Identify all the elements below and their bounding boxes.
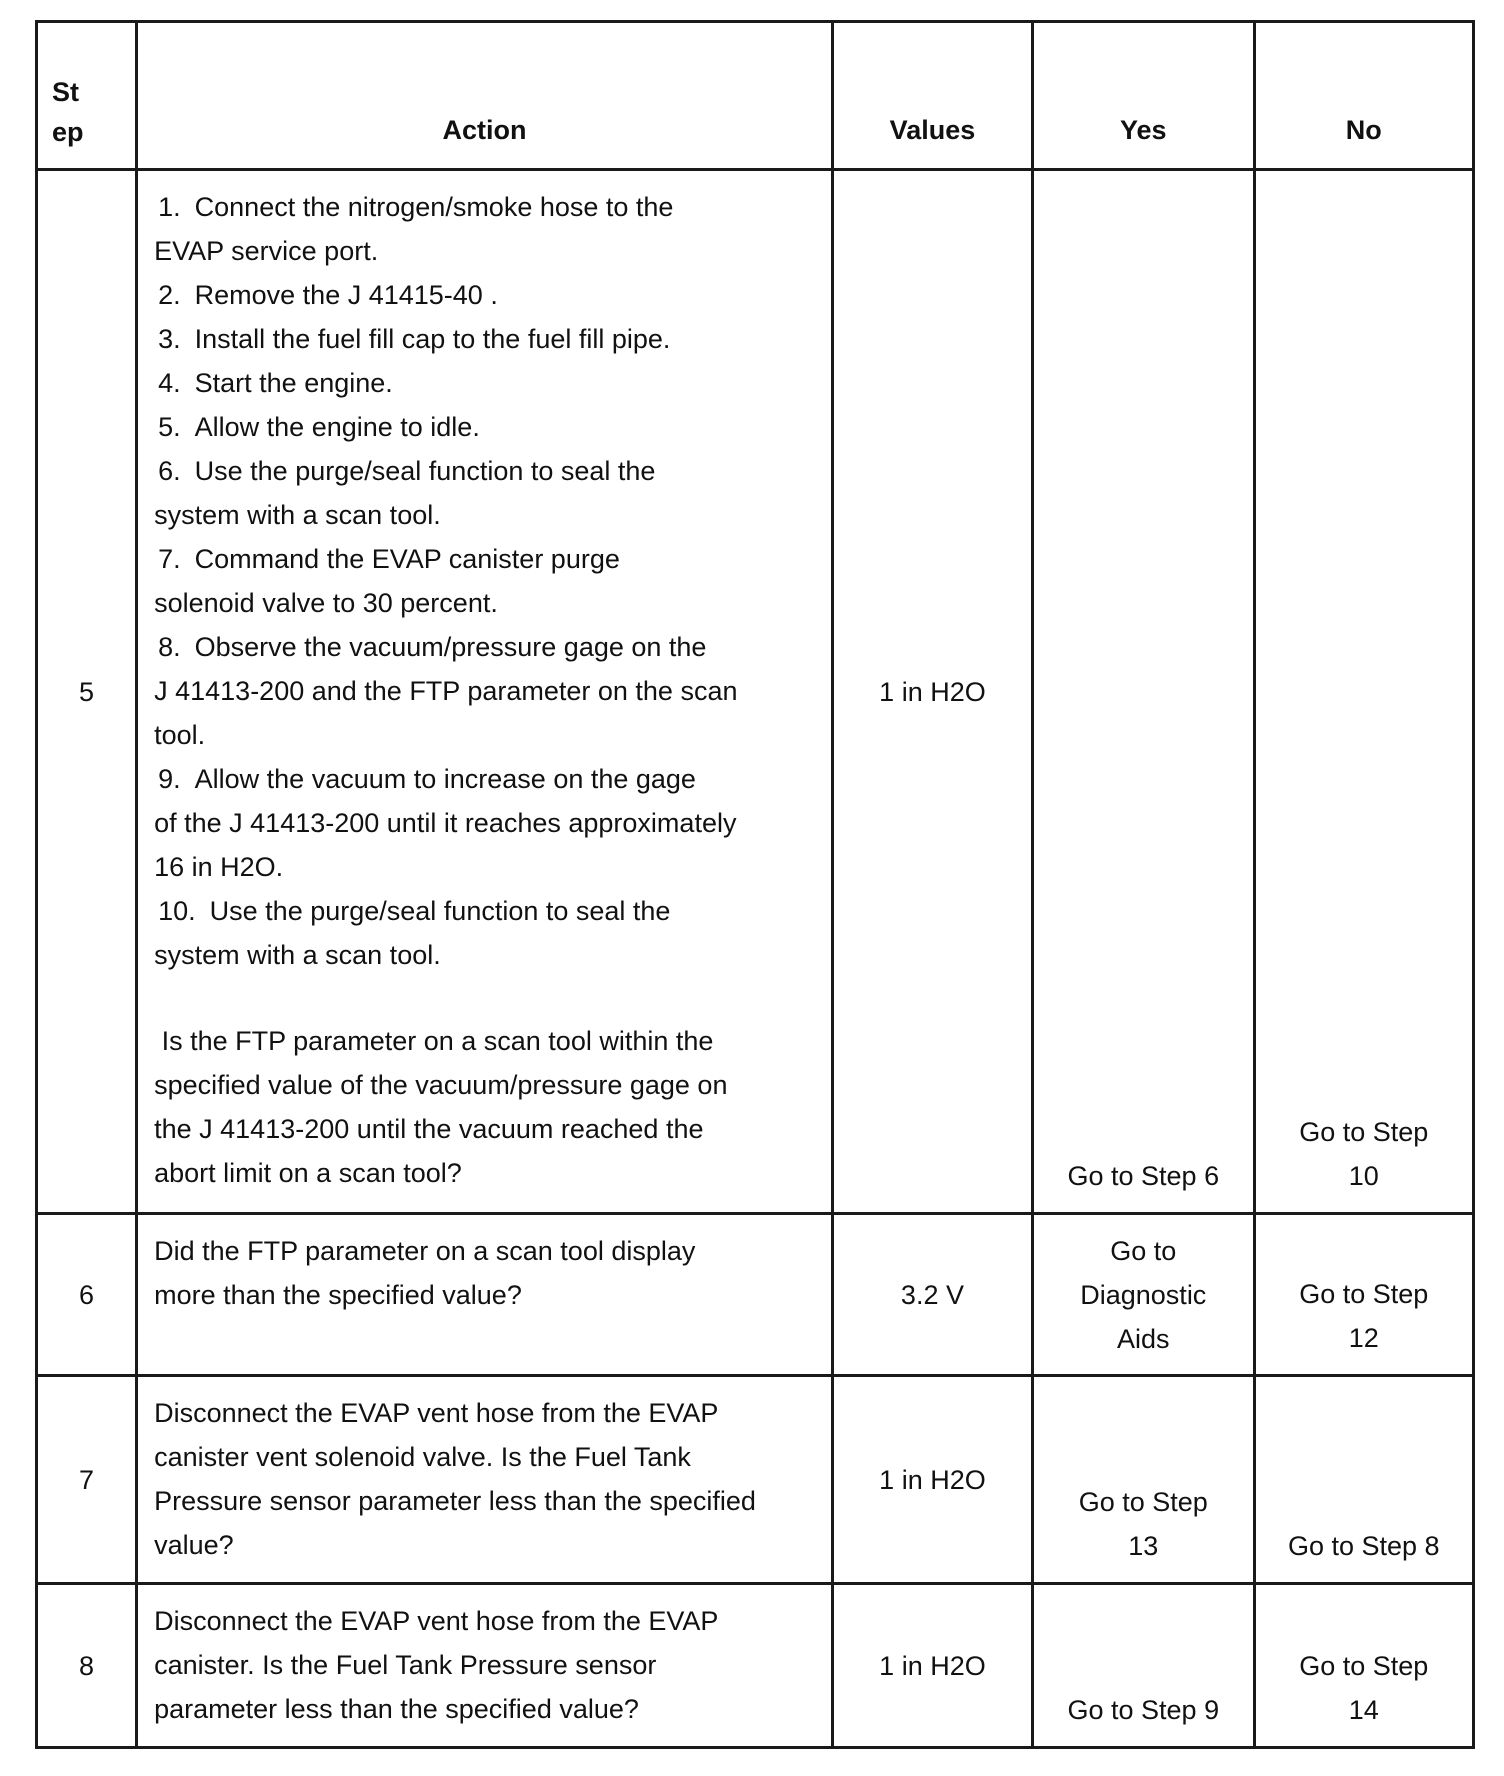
no-cell: Go to Step 12 xyxy=(1254,1214,1473,1376)
table-row-step-7 xyxy=(37,1376,1474,1584)
table-row-step-6 xyxy=(37,1214,1474,1376)
table-row-step-8 xyxy=(37,1584,1474,1748)
no-cell: Go to Step 10 xyxy=(1254,170,1473,1214)
step-number: 7 xyxy=(37,1376,137,1584)
action-item-continuation: EVAP service port. xyxy=(154,236,379,266)
value-cell: 1 in H2O xyxy=(832,170,1032,1214)
header-values: Values xyxy=(832,22,1032,170)
header-action: Action xyxy=(137,22,833,170)
header-step xyxy=(37,22,137,170)
action-item: 3. Install the fuel fill cap to the fuel fill pipe. xyxy=(158,324,671,354)
step-number: 6 xyxy=(37,1214,137,1376)
yes-cell: Go to Step 13 xyxy=(1033,1376,1254,1584)
header-no: No xyxy=(1254,22,1473,170)
action-question: Is the FTP parameter on a scan tool within the specified value of the vacuum/pressure gage on the J 41413-200 until the vacuum reached the abort limit on a scan tool? xyxy=(154,1026,728,1188)
action-item-continuation: system with a scan tool. xyxy=(154,500,441,530)
no-cell: Go to Step 8 xyxy=(1254,1376,1473,1584)
action-item: 4. Start the engine. xyxy=(158,368,393,398)
table-row-step-5 xyxy=(37,170,1474,1214)
value-cell: 1 in H2O xyxy=(832,1584,1032,1748)
action-cell: Disconnect the EVAP vent hose from the EVAP canister vent solenoid valve. Is the Fuel Tank Pressure sensor parameter less than the specified value? xyxy=(137,1376,833,1584)
action-item: 5. Allow the engine to idle. xyxy=(158,412,480,442)
action-item-continuation: tool. xyxy=(154,720,206,750)
yes-cell: Go to Step 9 xyxy=(1033,1584,1254,1748)
header-yes: Yes xyxy=(1033,22,1254,170)
header-step-line2: ep xyxy=(52,117,84,147)
action-item: 8. Observe the vacuum/pressure gage on the xyxy=(158,632,707,662)
action-item-continuation: J 41413-200 and the FTP parameter on the scan xyxy=(154,676,738,706)
yes-cell: Go to Diagnostic Aids xyxy=(1033,1214,1254,1376)
value-cell: 3.2 V xyxy=(832,1214,1032,1376)
step-number: 8 xyxy=(37,1584,137,1748)
no-cell: Go to Step 14 xyxy=(1254,1584,1473,1748)
action-item-continuation: system with a scan tool. xyxy=(154,940,441,970)
action-item: 1. Connect the nitrogen/smoke hose to the xyxy=(158,192,674,222)
action-item-continuation: solenoid valve to 30 percent. xyxy=(154,588,498,618)
action-item: 10. Use the purge/seal function to seal the xyxy=(158,896,671,926)
diagnostic-table xyxy=(35,20,1475,1749)
action-item: 2. Remove the J 41415-40 . xyxy=(158,280,498,310)
header-step-line1: St xyxy=(52,77,79,107)
action-item: 9. Allow the vacuum to increase on the gage xyxy=(158,764,696,794)
action-cell xyxy=(137,170,833,1214)
action-item: 6. Use the purge/seal function to seal the xyxy=(158,456,656,486)
action-item: 7. Command the EVAP canister purge xyxy=(158,544,620,574)
value-cell: 1 in H2O xyxy=(832,1376,1032,1584)
action-cell: Did the FTP parameter on a scan tool display more than the specified value? xyxy=(137,1214,833,1376)
header-row xyxy=(37,22,1474,170)
action-item-continuation: of the J 41413-200 until it reaches approximately xyxy=(154,808,737,838)
action-cell: Disconnect the EVAP vent hose from the EVAP canister. Is the Fuel Tank Pressure sensor parameter less than the specified value? xyxy=(137,1584,833,1748)
action-item-continuation: 16 in H2O. xyxy=(154,852,284,882)
step-number: 5 xyxy=(37,170,137,1214)
yes-cell: Go to Step 6 xyxy=(1033,170,1254,1214)
